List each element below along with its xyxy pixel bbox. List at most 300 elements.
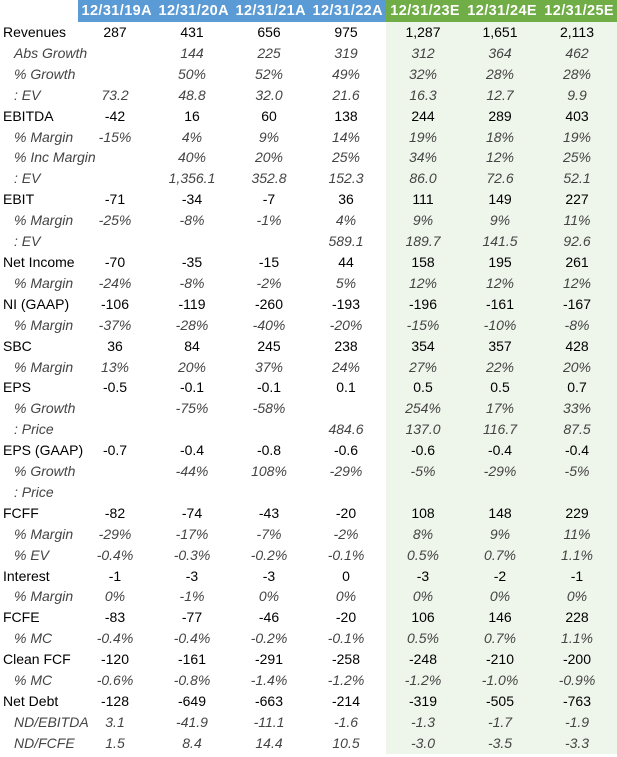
value-cell: -35	[155, 252, 232, 273]
header-period-2024e: 12/31/24E	[463, 0, 540, 22]
value-cell: 428	[540, 336, 617, 357]
value-cell: -1%	[155, 586, 232, 607]
value-cell: 138	[309, 106, 386, 127]
metric-row	[0, 294, 617, 315]
value-cell: 0%	[78, 586, 155, 607]
value-cell: 50%	[155, 64, 232, 85]
value-cell: -1	[78, 566, 155, 587]
metric-subrow	[0, 545, 617, 566]
value-cell: 108	[386, 503, 463, 524]
metric-row	[0, 189, 617, 210]
value-cell: -0.1	[232, 377, 309, 398]
value-cell: 146	[463, 607, 540, 628]
value-cell: -0.4	[155, 440, 232, 461]
value-cell: -3.0	[386, 733, 463, 754]
value-cell: 227	[540, 189, 617, 210]
value-cell: 0.1	[309, 377, 386, 398]
value-cell: -20	[309, 607, 386, 628]
value-cell: -1.3	[386, 712, 463, 733]
row-label: Interest	[3, 567, 50, 584]
value-cell: -7	[232, 189, 309, 210]
metric-subrow	[0, 670, 617, 691]
row-label: FCFE	[3, 609, 40, 626]
value-cell: -0.4	[463, 440, 540, 461]
value-cell: 148	[463, 503, 540, 524]
metric-row	[0, 336, 617, 357]
value-cell: 229	[540, 503, 617, 524]
value-cell: 357	[463, 336, 540, 357]
value-cell	[309, 398, 386, 419]
row-label: ND/FCFE	[14, 734, 75, 751]
value-cell: 72.6	[463, 168, 540, 189]
value-cell: 22%	[463, 357, 540, 378]
value-cell: -40%	[232, 315, 309, 336]
header-period-2022a: 12/31/22A	[309, 0, 386, 22]
value-cell: -37%	[78, 315, 155, 336]
value-cell: -763	[540, 691, 617, 712]
value-cell: -43	[232, 503, 309, 524]
value-cell: 10.5	[309, 733, 386, 754]
row-label: : EV	[14, 86, 41, 103]
value-cell: 4%	[155, 127, 232, 148]
value-cell: 33%	[540, 398, 617, 419]
metric-row	[0, 607, 617, 628]
value-cell: 24%	[309, 357, 386, 378]
value-cell: 32%	[386, 64, 463, 85]
value-cell	[78, 419, 155, 440]
value-cell: 92.6	[540, 231, 617, 252]
value-cell: 225	[232, 43, 309, 64]
metric-subrow	[0, 210, 617, 231]
value-cell: -8%	[155, 273, 232, 294]
value-cell: -2%	[309, 524, 386, 545]
row-label: FCFF	[3, 504, 39, 521]
value-cell: 354	[386, 336, 463, 357]
value-cell: -258	[309, 649, 386, 670]
value-cell: 0.5%	[386, 628, 463, 649]
value-cell: 319	[309, 43, 386, 64]
value-cell: 9.9	[540, 85, 617, 106]
value-cell: -8%	[155, 210, 232, 231]
value-cell: -15	[232, 252, 309, 273]
value-cell	[78, 231, 155, 252]
metric-subrow	[0, 85, 617, 106]
value-cell: -0.7	[78, 440, 155, 461]
value-cell: 86.0	[386, 168, 463, 189]
value-cell: 484.6	[309, 419, 386, 440]
metric-subrow	[0, 712, 617, 733]
value-cell: -75%	[155, 398, 232, 419]
value-cell: 11%	[540, 210, 617, 231]
value-cell: -0.8%	[155, 670, 232, 691]
metric-row	[0, 503, 617, 524]
value-cell: 5%	[309, 273, 386, 294]
value-cell: 0.5	[463, 377, 540, 398]
value-cell: -0.6%	[78, 670, 155, 691]
value-cell: 48.8	[155, 85, 232, 106]
metric-subrow	[0, 43, 617, 64]
row-label: Revenues	[3, 24, 67, 40]
value-cell: -0.1%	[309, 545, 386, 566]
metric-subrow	[0, 398, 617, 419]
value-cell: 12%	[540, 273, 617, 294]
value-cell: 289	[463, 106, 540, 127]
row-label: : EV	[14, 233, 41, 250]
metric-subrow	[0, 524, 617, 545]
value-cell: 60	[232, 106, 309, 127]
row-label: EPS (GAAP)	[3, 442, 84, 459]
value-cell: -210	[463, 649, 540, 670]
header-period-2025e: 12/31/25E	[540, 0, 617, 22]
value-cell: -260	[232, 294, 309, 315]
table-header	[0, 0, 617, 22]
header-corner	[0, 0, 78, 22]
value-cell: -1.2%	[386, 670, 463, 691]
row-label: % Inc Margin	[14, 149, 96, 166]
metric-row	[0, 106, 617, 127]
value-cell: -128	[78, 691, 155, 712]
value-cell: -7%	[232, 524, 309, 545]
value-cell: 287	[78, 22, 155, 43]
value-cell: -505	[463, 691, 540, 712]
value-cell: -161	[463, 294, 540, 315]
value-cell: -0.5	[78, 377, 155, 398]
value-cell: 17%	[463, 398, 540, 419]
value-cell: -0.4%	[155, 628, 232, 649]
header-period-2019a: 12/31/19A	[78, 0, 155, 22]
value-cell: 106	[386, 607, 463, 628]
value-cell: -3.5	[463, 733, 540, 754]
value-cell: -2%	[232, 273, 309, 294]
value-cell: 36	[309, 189, 386, 210]
metric-row	[0, 252, 617, 273]
metric-row	[0, 649, 617, 670]
value-cell: -1.4%	[232, 670, 309, 691]
metric-subrow	[0, 147, 617, 168]
row-label: % Margin	[14, 316, 74, 333]
value-cell: -119	[155, 294, 232, 315]
value-cell: 36	[78, 336, 155, 357]
metric-subrow	[0, 357, 617, 378]
row-label: % Margin	[14, 274, 74, 291]
value-cell: 40%	[155, 147, 232, 168]
value-cell: 111	[386, 189, 463, 210]
metric-subrow	[0, 64, 617, 85]
row-label: NI (GAAP)	[3, 295, 70, 312]
value-cell: 149	[463, 189, 540, 210]
value-cell: 403	[540, 106, 617, 127]
value-cell: -29%	[78, 524, 155, 545]
value-cell: -77	[155, 607, 232, 628]
value-cell: -20	[309, 503, 386, 524]
value-cell: 1,651	[463, 22, 540, 43]
value-cell: 11%	[540, 524, 617, 545]
metric-row	[0, 440, 617, 461]
value-cell: 0%	[463, 586, 540, 607]
value-cell: 52%	[232, 64, 309, 85]
metric-subrow	[0, 231, 617, 252]
value-cell: -0.6	[309, 440, 386, 461]
value-cell	[78, 461, 155, 482]
row-label: EBIT	[3, 191, 35, 208]
value-cell: -3.3	[540, 733, 617, 754]
value-cell	[540, 482, 617, 503]
row-label: % EV	[14, 546, 50, 563]
value-cell: 158	[386, 252, 463, 273]
metric-row	[0, 566, 617, 587]
header-period-2020a: 12/31/20A	[155, 0, 232, 22]
metric-subrow	[0, 586, 617, 607]
value-cell	[232, 419, 309, 440]
value-cell: 228	[540, 607, 617, 628]
value-cell: 152.3	[309, 168, 386, 189]
value-cell: 0%	[386, 586, 463, 607]
value-cell: 25%	[540, 147, 617, 168]
row-label: % Growth	[14, 65, 76, 82]
value-cell: 13%	[78, 357, 155, 378]
value-cell: -82	[78, 503, 155, 524]
value-cell: 312	[386, 43, 463, 64]
value-cell: 44	[309, 252, 386, 273]
value-cell: 0%	[232, 586, 309, 607]
value-cell: -1.2%	[309, 670, 386, 691]
value-cell: 3.1	[78, 712, 155, 733]
value-cell: 32.0	[232, 85, 309, 106]
value-cell: -11.1	[232, 712, 309, 733]
value-cell: 12%	[463, 273, 540, 294]
value-cell: 244	[386, 106, 463, 127]
metric-subrow	[0, 168, 617, 189]
value-cell: -3	[155, 566, 232, 587]
row-label: SBC	[3, 337, 32, 354]
header-row	[0, 0, 617, 22]
value-cell: -2	[463, 566, 540, 587]
value-cell	[309, 482, 386, 503]
row-label: Net Income	[3, 253, 75, 270]
value-cell: 0	[309, 566, 386, 587]
value-cell: -663	[232, 691, 309, 712]
value-cell: -1.9	[540, 712, 617, 733]
metric-subrow	[0, 315, 617, 336]
metric-subrow	[0, 127, 617, 148]
value-cell: 261	[540, 252, 617, 273]
value-cell	[463, 482, 540, 503]
value-cell: -3	[232, 566, 309, 587]
value-cell: -5%	[540, 461, 617, 482]
row-label: % Growth	[14, 400, 76, 417]
value-cell	[155, 419, 232, 440]
value-cell: 0.5	[386, 377, 463, 398]
row-label: % Margin	[14, 212, 74, 229]
row-label: ND/EBITDA	[14, 713, 89, 730]
value-cell: -83	[78, 607, 155, 628]
value-cell: 84	[155, 336, 232, 357]
value-cell: -58%	[232, 398, 309, 419]
value-cell: -0.3%	[155, 545, 232, 566]
value-cell: -42	[78, 106, 155, 127]
value-cell: 87.5	[540, 419, 617, 440]
value-cell: -0.4	[540, 440, 617, 461]
value-cell: -46	[232, 607, 309, 628]
value-cell: -20%	[309, 315, 386, 336]
value-cell: -0.2%	[232, 628, 309, 649]
value-cell: 16	[155, 106, 232, 127]
value-cell: 16.3	[386, 85, 463, 106]
value-cell: -8%	[540, 315, 617, 336]
value-cell: 20%	[540, 357, 617, 378]
value-cell: -0.4%	[78, 628, 155, 649]
value-cell: -41.9	[155, 712, 232, 733]
value-cell: -28%	[155, 315, 232, 336]
value-cell: 589.1	[309, 231, 386, 252]
value-cell	[78, 398, 155, 419]
value-cell: -1.6	[309, 712, 386, 733]
value-cell: 1,356.1	[155, 168, 232, 189]
value-cell: 462	[540, 43, 617, 64]
value-cell: -0.8	[232, 440, 309, 461]
value-cell: 9%	[232, 127, 309, 148]
value-cell	[78, 168, 155, 189]
value-cell	[78, 64, 155, 85]
value-cell: -248	[386, 649, 463, 670]
value-cell: -70	[78, 252, 155, 273]
value-cell: -161	[155, 649, 232, 670]
value-cell: -34	[155, 189, 232, 210]
value-cell: 431	[155, 22, 232, 43]
metric-subrow	[0, 419, 617, 440]
value-cell: -167	[540, 294, 617, 315]
row-label: % MC	[14, 630, 53, 647]
value-cell: 116.7	[463, 419, 540, 440]
value-cell: -106	[78, 294, 155, 315]
value-cell: 19%	[540, 127, 617, 148]
value-cell: 12%	[386, 273, 463, 294]
value-cell: 238	[309, 336, 386, 357]
row-label: % Margin	[14, 588, 74, 605]
value-cell: 4%	[309, 210, 386, 231]
value-cell: -25%	[78, 210, 155, 231]
value-cell: -193	[309, 294, 386, 315]
value-cell: 195	[463, 252, 540, 273]
value-cell	[232, 482, 309, 503]
value-cell: -200	[540, 649, 617, 670]
value-cell: -196	[386, 294, 463, 315]
value-cell: 189.7	[386, 231, 463, 252]
row-label: % MC	[14, 672, 53, 689]
value-cell: 34%	[386, 147, 463, 168]
header-period-2023e: 12/31/23E	[386, 0, 463, 22]
value-cell: -15%	[386, 315, 463, 336]
row-label: % Margin	[14, 525, 74, 542]
row-label: % Margin	[14, 128, 74, 145]
value-cell: -0.6	[386, 440, 463, 461]
value-cell: 8.4	[155, 733, 232, 754]
value-cell: -0.2%	[232, 545, 309, 566]
value-cell: 0.7	[540, 377, 617, 398]
value-cell: -0.4%	[78, 545, 155, 566]
value-cell: 8%	[386, 524, 463, 545]
value-cell: 975	[309, 22, 386, 43]
value-cell: 656	[232, 22, 309, 43]
value-cell: -120	[78, 649, 155, 670]
table-body	[0, 22, 617, 754]
value-cell: 2,113	[540, 22, 617, 43]
value-cell: 108%	[232, 461, 309, 482]
value-cell: 0%	[540, 586, 617, 607]
value-cell: -15%	[78, 127, 155, 148]
value-cell: 1.5	[78, 733, 155, 754]
value-cell	[155, 482, 232, 503]
value-cell	[78, 482, 155, 503]
value-cell: -319	[386, 691, 463, 712]
row-label: EBITDA	[3, 107, 54, 124]
value-cell: 14.4	[232, 733, 309, 754]
value-cell: 20%	[155, 357, 232, 378]
row-label: : Price	[14, 421, 54, 438]
value-cell: -29%	[309, 461, 386, 482]
metric-subrow	[0, 733, 617, 754]
value-cell: 18%	[463, 127, 540, 148]
row-label: Clean FCF	[3, 651, 71, 668]
value-cell	[232, 231, 309, 252]
metric-subrow	[0, 628, 617, 649]
value-cell: 0%	[309, 586, 386, 607]
value-cell: 141.5	[463, 231, 540, 252]
metric-subrow	[0, 461, 617, 482]
value-cell: 0.7%	[463, 628, 540, 649]
value-cell: 9%	[386, 210, 463, 231]
value-cell: -1.0%	[463, 670, 540, 691]
value-cell: 20%	[232, 147, 309, 168]
value-cell: -74	[155, 503, 232, 524]
value-cell: -0.9%	[540, 670, 617, 691]
value-cell: 364	[463, 43, 540, 64]
value-cell: -0.1%	[309, 628, 386, 649]
value-cell: 25%	[309, 147, 386, 168]
value-cell: 9%	[463, 210, 540, 231]
row-label: Net Debt	[3, 693, 59, 709]
value-cell: -649	[155, 691, 232, 712]
value-cell: 49%	[309, 64, 386, 85]
value-cell: -291	[232, 649, 309, 670]
value-cell: 14%	[309, 127, 386, 148]
value-cell: -17%	[155, 524, 232, 545]
value-cell: -3	[386, 566, 463, 587]
value-cell	[155, 231, 232, 252]
value-cell: -5%	[386, 461, 463, 482]
value-cell: 28%	[463, 64, 540, 85]
value-cell	[386, 482, 463, 503]
value-cell: -29%	[463, 461, 540, 482]
value-cell: 352.8	[232, 168, 309, 189]
value-cell: -1%	[232, 210, 309, 231]
value-cell: 0.5%	[386, 545, 463, 566]
row-label: % Margin	[14, 358, 74, 375]
value-cell: -44%	[155, 461, 232, 482]
value-cell: 37%	[232, 357, 309, 378]
value-cell: 12.7	[463, 85, 540, 106]
value-cell: 137.0	[386, 419, 463, 440]
metric-row	[0, 691, 617, 712]
value-cell: 21.6	[309, 85, 386, 106]
value-cell: 254%	[386, 398, 463, 419]
row-label: : Price	[14, 483, 54, 500]
value-cell: 144	[155, 43, 232, 64]
value-cell: -10%	[463, 315, 540, 336]
header-period-2021a: 12/31/21A	[232, 0, 309, 22]
value-cell: 1,287	[386, 22, 463, 43]
metric-row	[0, 377, 617, 398]
